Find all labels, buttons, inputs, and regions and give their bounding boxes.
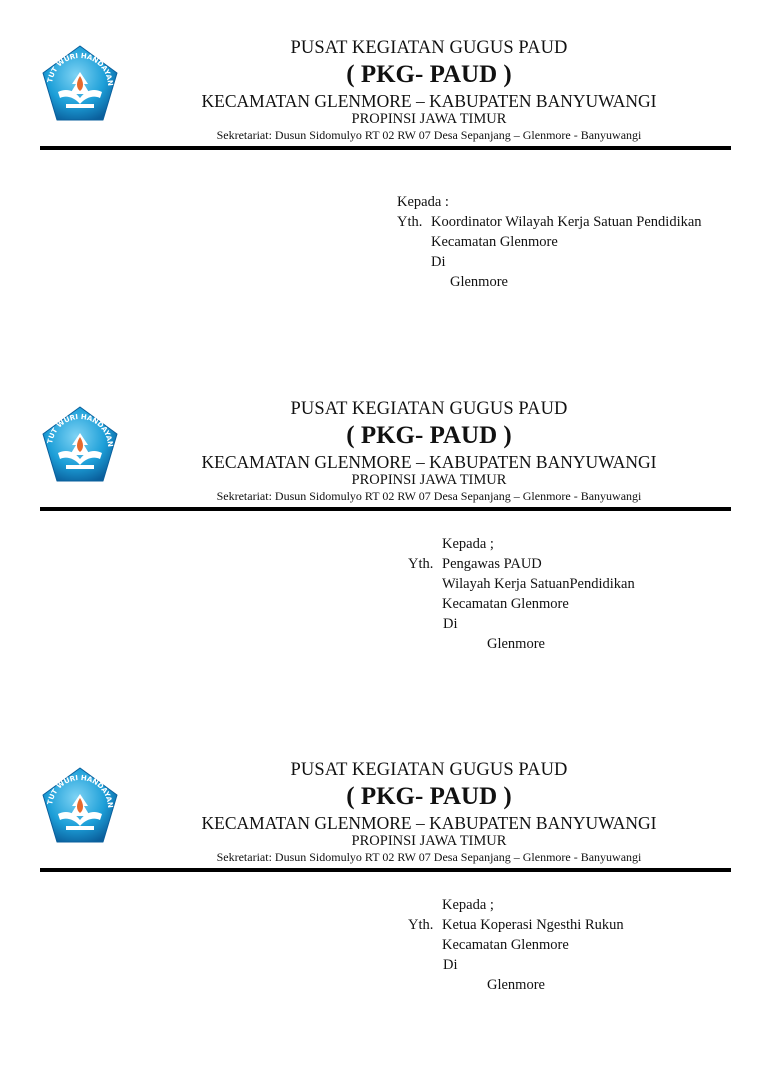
kepada-label: Kepada ; xyxy=(442,536,494,552)
recipient-line: Wilayah Kerja SatuanPendidikan xyxy=(442,576,635,592)
org-district: KECAMATAN GLENMORE – KABUPATEN BANYUWANGI xyxy=(201,452,657,472)
svg-text:TUT WURI HANDAYANI: TUT WURI HANDAYAN xyxy=(46,773,115,809)
recipient-line: Kecamatan Glenmore xyxy=(442,596,569,612)
yth-label: Yth. xyxy=(408,917,434,933)
org-title: ( PKG- PAUD ) xyxy=(346,61,512,88)
org-name: PUSAT KEGIATAN GUGUS PAUD xyxy=(290,38,568,58)
org-title: ( PKG- PAUD ) xyxy=(346,422,512,449)
recipient-line: Pengawas PAUD xyxy=(442,556,542,572)
address-label-1 xyxy=(0,0,768,361)
org-title: ( PKG- PAUD ) xyxy=(346,783,512,810)
recipient-line: Di xyxy=(443,616,458,632)
recipient-line: Glenmore xyxy=(487,636,545,652)
recipient-line: Glenmore xyxy=(487,977,545,993)
org-name: PUSAT KEGIATAN GUGUS PAUD xyxy=(290,760,568,780)
yth-label: Yth. xyxy=(397,214,423,230)
org-name: PUSAT KEGIATAN GUGUS PAUD xyxy=(290,399,568,419)
address-label-2 xyxy=(0,361,768,722)
org-address: Sekretariat: Dusun Sidomulyo RT 02 RW 07 Desa Sepanjang – Glenmore - Banyuwangi xyxy=(216,850,642,864)
svg-text:TUT WURI HANDAYANI: TUT WURI HANDAYAN xyxy=(46,412,115,448)
recipient-block xyxy=(0,0,768,361)
recipient-line: Di xyxy=(443,957,458,973)
svg-text:TUT WURI HANDAYANI: TUT WURI HANDAYAN xyxy=(46,51,115,87)
yth-label: Yth. xyxy=(408,556,434,572)
recipient-block xyxy=(0,722,768,1024)
recipient-line: Kecamatan Glenmore xyxy=(442,937,569,953)
recipient-line: Ketua Koperasi Ngesthi Rukun xyxy=(442,917,624,933)
recipient-line: Di xyxy=(431,254,446,270)
recipient-line: Koordinator Wilayah Kerja Satuan Pendidikan xyxy=(431,214,702,230)
org-address: Sekretariat: Dusun Sidomulyo RT 02 RW 07 Desa Sepanjang – Glenmore - Banyuwangi xyxy=(216,489,642,503)
org-address: Sekretariat: Dusun Sidomulyo RT 02 RW 07 Desa Sepanjang – Glenmore - Banyuwangi xyxy=(216,128,642,142)
org-province: PROPINSI JAWA TIMUR xyxy=(351,833,507,849)
kepada-label: Kepada : xyxy=(397,194,449,210)
org-province: PROPINSI JAWA TIMUR xyxy=(351,111,507,127)
org-province: PROPINSI JAWA TIMUR xyxy=(351,472,507,488)
org-district: KECAMATAN GLENMORE – KABUPATEN BANYUWANGI xyxy=(201,813,657,833)
recipient-line: Glenmore xyxy=(450,274,508,290)
recipient-block xyxy=(0,361,768,722)
kepada-label: Kepada ; xyxy=(442,897,494,913)
recipient-line: Kecamatan Glenmore xyxy=(431,234,558,250)
org-district: KECAMATAN GLENMORE – KABUPATEN BANYUWANGI xyxy=(201,91,657,111)
address-label-3 xyxy=(0,722,768,1083)
